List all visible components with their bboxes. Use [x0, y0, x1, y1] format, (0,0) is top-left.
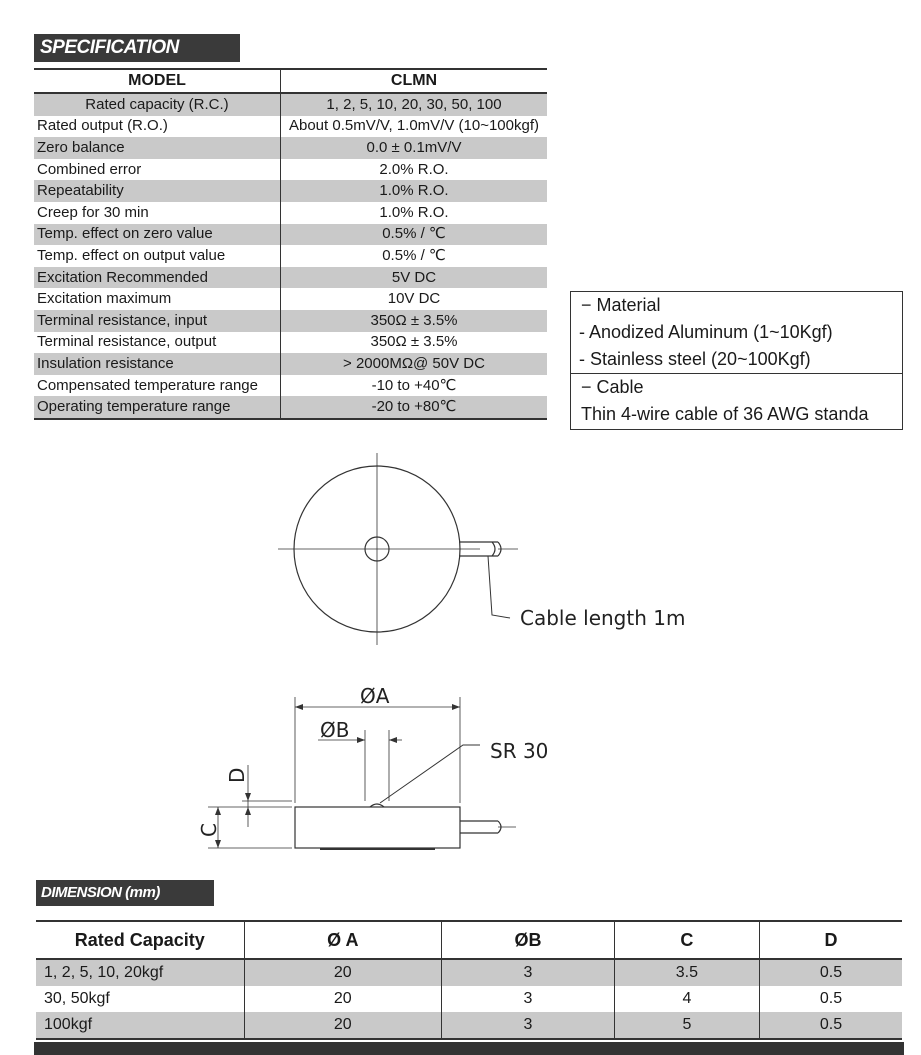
spec-value: 1.0% R.O.: [281, 180, 548, 202]
material-item-steel: - Stainless steel (20~100Kgf): [579, 349, 811, 369]
material-item-aluminum: - Anodized Aluminum (1~10Kgf): [579, 322, 833, 342]
spec-row: [34, 116, 547, 138]
spec-label: Temp. effect on output value: [34, 245, 281, 267]
spec-label: Compensated temperature range: [34, 375, 281, 397]
spec-row: [34, 180, 547, 202]
spec-value: 1, 2, 5, 10, 20, 30, 50, 100: [281, 93, 548, 116]
model-column-header: MODEL: [34, 69, 281, 93]
spec-row: [34, 159, 547, 181]
spec-row: [34, 267, 547, 289]
spec-row: [34, 93, 547, 116]
spec-row: [34, 245, 547, 267]
sr-leader: [380, 745, 480, 803]
dia-b-cell: 3: [442, 986, 615, 1012]
cable-length-label: Cable length 1m: [520, 606, 686, 630]
dia-b-header: ØB: [442, 921, 615, 959]
load-cell-side-body: [295, 807, 460, 848]
c-header: C: [614, 921, 759, 959]
dim-sr-label: SR 30: [490, 739, 549, 763]
d-header: D: [760, 921, 902, 959]
dimension-table: [36, 920, 902, 1040]
spec-label: Zero balance: [34, 137, 281, 159]
spec-label: Excitation maximum: [34, 288, 281, 310]
spec-value: 0.0 ± 0.1mV/V: [281, 137, 548, 159]
spec-row: [34, 310, 547, 332]
spec-value: 1.0% R.O.: [379, 203, 449, 221]
c-cell: 4: [614, 986, 759, 1012]
dia-a-cell: 20: [244, 986, 442, 1012]
dim-c-arrow-top: [215, 807, 221, 815]
table-row: [36, 1012, 902, 1039]
dim-d-label: D: [225, 767, 249, 783]
dim-c-label: C: [197, 823, 221, 837]
spec-label: Temp. effect on zero value: [34, 224, 281, 246]
spec-label: Rated output (R.O.): [34, 116, 281, 138]
c-cell: 3.5: [614, 959, 759, 986]
spec-value: -10 to +40℃: [371, 376, 457, 394]
dim-b-arrow-left: [357, 737, 365, 743]
dim-b-label: ØB: [320, 718, 350, 742]
dim-a-arrow-right: [452, 704, 460, 710]
capacity-cell: 1, 2, 5, 10, 20kgf: [36, 959, 244, 986]
dim-a-label: ØA: [360, 684, 390, 708]
spec-value: -20 to +80℃: [281, 396, 548, 419]
spec-value: 350Ω ± 3.5%: [370, 333, 458, 351]
table-row: [36, 986, 902, 1012]
dia-a-cell: 20: [244, 959, 442, 986]
spec-label: Repeatability: [34, 180, 281, 202]
table-row: [36, 959, 902, 986]
spec-row: [34, 375, 547, 397]
capacity-cell: 100kgf: [36, 1012, 244, 1039]
d-cell: 0.5: [760, 986, 902, 1012]
spec-value: 0.5% / ℃: [281, 224, 548, 246]
spec-label: Terminal resistance, input: [34, 310, 281, 332]
d-cell: 0.5: [760, 959, 902, 986]
spec-label: Excitation Recommended: [34, 267, 281, 289]
dim-b-arrow-right: [389, 737, 397, 743]
spec-row: [34, 202, 547, 224]
material-title: − Material: [581, 295, 661, 315]
cable-side-view: [460, 821, 501, 833]
spec-row: [34, 288, 547, 310]
spec-label: Rated capacity (R.C.): [34, 93, 281, 116]
spec-label: Combined error: [34, 159, 281, 181]
spec-row: [34, 332, 547, 354]
dia-a-cell: 20: [244, 1012, 442, 1039]
dim-a-arrow-left: [295, 704, 303, 710]
clmn-column-header: CLMN: [281, 69, 548, 93]
dia-b-cell: 3: [442, 959, 615, 986]
cable-title: − Cable: [571, 373, 902, 401]
spec-value: About 0.5mV/V, 1.0mV/V (10~100kgf): [288, 117, 539, 135]
spec-row: [34, 137, 547, 159]
dim-c-arrow-bottom: [215, 840, 221, 848]
dimension-header: DIMENSION (mm): [36, 880, 214, 906]
specification-header: SPECIFICATION: [34, 34, 240, 62]
dim-d-arrow-top: [245, 793, 251, 801]
cable-length-leader: [488, 556, 510, 618]
spec-label: Insulation resistance: [34, 353, 281, 375]
spec-row: [34, 224, 547, 246]
spec-row: [34, 396, 547, 419]
spec-value: 0.5% / ℃: [382, 246, 446, 264]
dia-b-cell: 3: [442, 1012, 615, 1039]
rated-capacity-header: Rated Capacity: [36, 921, 244, 959]
spec-label: Terminal resistance, output: [34, 332, 281, 354]
spec-row: [34, 353, 547, 375]
material-cable-box: [570, 291, 903, 430]
spec-value: > 2000MΩ@ 50V DC: [281, 353, 548, 375]
capacity-cell: 30, 50kgf: [44, 990, 110, 1007]
spec-label: Creep for 30 min: [34, 202, 281, 224]
spec-value: 5V DC: [281, 267, 548, 289]
dim-d-arrow-bottom: [245, 807, 251, 815]
dia-a-header: Ø A: [244, 921, 442, 959]
spec-value: 2.0% R.O.: [379, 160, 449, 178]
spec-value: 350Ω ± 3.5%: [281, 310, 548, 332]
bottom-bar: [34, 1042, 904, 1055]
cable-description: Thin 4-wire cable of 36 AWG standa: [581, 404, 869, 424]
technical-drawing: [180, 445, 740, 870]
specification-table: [34, 68, 547, 420]
c-cell: 5: [614, 1012, 759, 1039]
dim-header-row: [36, 921, 902, 959]
spec-value: 10V DC: [387, 290, 441, 308]
d-cell: 0.5: [760, 1012, 902, 1039]
spec-header-row: [34, 69, 547, 93]
spec-label: Operating temperature range: [34, 396, 281, 419]
